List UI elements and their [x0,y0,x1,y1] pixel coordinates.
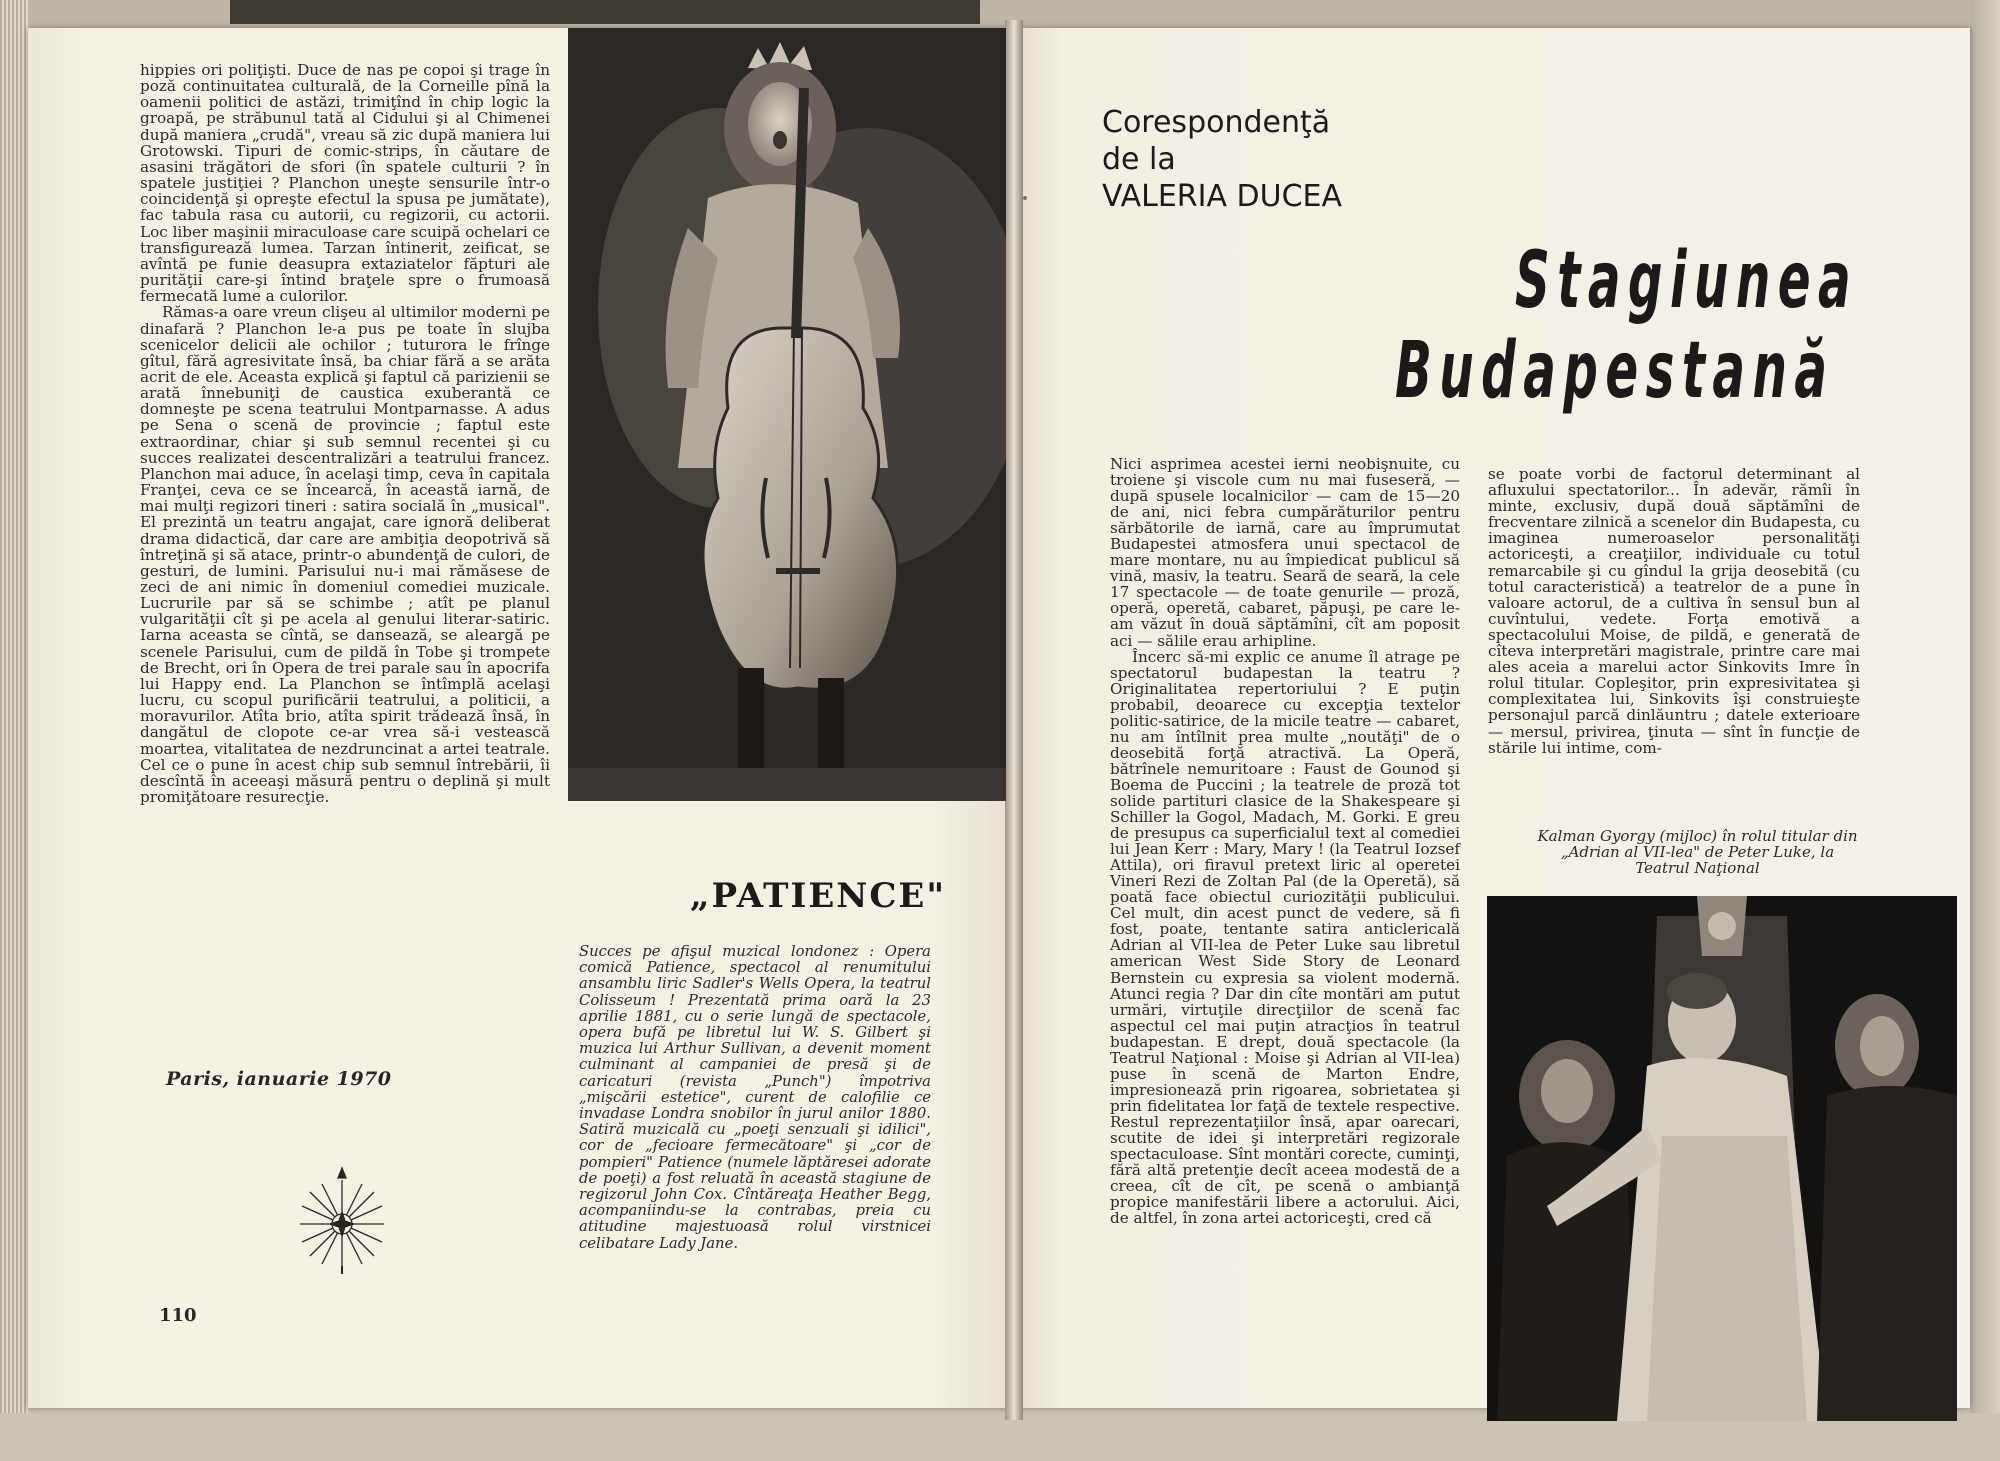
adrian-photo [1487,896,1957,1421]
top-dark-strip [230,0,980,24]
compass-ornament-icon [296,1166,388,1276]
right-paragraph-1: Nici asprimea acestei ierni neobişnuite, cu troiene şi viscole cum nu mai fuseseră, — după spusele localnicilor — cam de 15—20 de ani, nici febra cumpărăturilor pentru sărbătorile de iarnă, care au împrumutat Budapestei atmosfera unui spectacol de mare montare, nu au împiedicat publicul să vină, masiv, la teatru. Seară de seară, la cele 17 spectacole — de toate genurile — proză, operă, operetă, cabaret, păpuşi, pe care le-am văzut în două săptămîni, cît am poposit aci — sălile erau arhipline. [1110,455,1460,650]
right-paragraph-3: se poate vorbi de factorul determinant al afluxului spectatorilor... În adevăr, rămîi în minte, exclusiv, după două săptămîni de frecventare zilnică a scenelor din Budapesta, cu imaginea numeroaselor personalităţi actoriceşti, a creaţiilor, individuale cu totul remarcabile şi cu gîndul la grija deosebită (cu totul caracteristică) a teatrelor de a pune în valoare actorul, de a cultiva în sensul bun al cuvîntului, vedete. Forţa emotivă a spectacolului Moise, de pildă, e generată de cîteva interpretări magistrale, printre care mai ales aceia a marelui actor Sinkovits Imre în rolul titular. Copleşitor, prin expresivitatea şi complexitatea lui, Sinkovits îşi construieşte personajul parcă dinlăuntru ; datele exterioare — mersul, privirea, ţinuta — sînt în funcţie de stările lui intime, com- [1488,465,1860,757]
adrian-photo-illustration [1487,896,1957,1421]
patience-heading: „PATIENCE" [690,876,947,916]
left-paragraph-1: hippies ori poliţişti. Duce de nas pe copoi şi trage în poză continuitatea culturală, de la Corneille pînă la oamenii politici de astăzi, trimiţînd în chip logic la groapă, pe străbunul tată al Cidului şi al Chimenei după maniera „crudă", vreau să zic după maniera lui Grotowski. Tipuri de comic-strips, în căutare de asasini trăgători de sfori (în spatele culturii ? în spatele justiţiei ? Planchon uneşte sensurile într-o coincidenţă şi opreşte efectul la spusa pe jumătate), fac tabula rasa cu autorii, cu regizorii, cu actorii. Loc liber maşinii miraculoase care scuipă ochelari ce transfigurează lumea. Tarzan întinerit, zeificat, se avîntă pe funie deasupra extaziatelor făpturi ale purităţii care-şi întind braţele spre o frumoasă fermecată lume a culorilor. [140,61,550,306]
book-right-edge [1970,0,2000,1461]
right-article-column-2 [1488,466,1860,756]
article-title-line-1: Stagiunea [1515,236,1859,326]
right-article-column-1 [1110,456,1460,1226]
correspondence-line-1: Corespondenţă [1102,105,1331,140]
article-title-line-2: Budapestană [1395,326,1835,416]
right-paragraph-2: Încerc să-mi explic ce anume îl atrage pe spectatorul budapestan la teatru ? Originalitatea repertoriului ? E puţin probabil, deoarece cu excepţia textelor politic-satirice, de la micile teatre — cabaret, nu am întîlnit prea multe „noutăţi" de o deosebită forţă atractivă. La Operă, bătrînele nemuritoare : Faust de Gounod şi Boema de Puccini ; la teatrele de proză tot solide partituri clasice de la Shakespeare şi Schiller la Gogol, Madach, M. Gorki. E greu de presupus ca superficialul text al comediei lui Jean Kerr : Mary, Mary ! (la Teatrul Iozsef Attila), ori firavul pretext liric al operetei Vineri Rezi de Zoltan Pal (de la Operetă), să poată face obiectul curiozităţii publicului. Cel mult, din acest punct de vedere, să fi fost, poate, tentante satira anticlericală Adrian al VII-lea de Peter Luke sau libretul american West Side Story de Leonard Bernstein cu expresia sa violent modernă. Atunci regia ? Dar din cîte montări am putut urmări, virtuţile direcţiilor de scenă fac aspectul cel mai puţin atracţios în teatrul budapestan. E drept, două spectacole (la Teatrul Naţional : Moise şi Adrian al VII-lea) puse în scenă de Marton Endre, impresionează prin rigoarea, sobrietatea şi prin fidelitatea lor faţă de textele respective. Restul reprezentaţiilor însă, apar oarecari, scutite de idei şi interpretări regizorale spectaculoase. Sînt montări corecte, cuminţi, fără altă pretenţie decît aceea modestă de a creea, cît de cît, pe scenă o ambianţă propice manifestării libere a actorului. Aici, de altfel, în zona artei actoriceşti, cred că [1110,647,1460,1228]
left-paragraph-2: Rămas-a oare vreun clişeu al ultimilor moderni pe dinafară ? Planchon le-a pus pe toate în slujba scenicelor delicii ale ochilor ; tuturora le frînge gîtul, fără agresivitate însă, ba chiar fără a se arăta acrit de ele. Aceasta explică şi faptul că parizienii se arată înnebuniţi de caustica exuberantă ce domneşte pe scena teatrului Montparnasse. A adus pe Sena o scenă de provincie ; faptul este extraordinar, chiar şi sub semnul recentei şi cu succes realizatei descentralizări a teatrului francez. Planchon mai aduce, în acelaşi timp, ceva în capitala Franţei, ceva ce se încearcă, în această iarnă, de mai mulţi regizori tineri : satira socială în „musical". El prezintă un teatru angajat, care ignoră deliberat drama didactică, dar care are ambiţia deopotrivă să întreţină şi să atace, printr-o abundenţă de culori, de gesturi, de lumini. Parisului nu-i mai rămăsese de zeci de ani nimic în domeniul comediei muzicale. Lucrurile par să se schimbe ; atît pe planul vulgarităţii cît şi pe acela al genului literar-satiric. Iarna aceasta se cîntă, se dansează, se aleargă pe scenele Parisului, cum de pildă în Tobe şi trompete de Brecht, ori în Opera de trei parale sau în apocrifa lui Happy end. La Planchon se întîmplă acelaşi lucru, cu scopul purificării teatrului, a politicii, a moravurilor. Atîta brio, atîta spirit trădează însă, în dangătul de clopote ce-ar vrea să-i vestească moartea, vitalitatea de nezdruncinat a artei teatrale. Cel ce o pune în acest chip sub semnul întrebării, îi descîntă în aceeaşi măsură pentru o deplină şi mult promiţătoare resurecţie. [140,303,550,807]
author-name: VALERIA DUCEA [1102,179,1343,214]
page-dot [1023,196,1027,200]
patience-photo-illustration [568,28,1006,801]
page-number: 110 [159,1305,197,1326]
book-left-edge [0,0,28,1461]
article-signoff: Paris, ianuarie 1970 [166,1068,392,1090]
correspondence-header [1102,104,1342,215]
patience-photo [568,28,1006,801]
correspondence-line-2: de la [1102,142,1176,177]
adrian-photo-caption: Kalman Gyorgy (mijloc) în rolul titular din „Adrian al VII-lea" de Peter Luke, la Teatrul Naţional [1537,827,1858,878]
book-gutter [1005,20,1023,1420]
left-article-column [140,62,550,805]
patience-caption: Succes pe afişul muzical londonez : Opera comică Patience, spectacol al renumitului ansamblu liric Sadler's Wells Opera, la teatrul Colisseum ! Prezentată prima oară la 23 aprilie 1881, cu o serie lungă de spectacole, opera bufă pe libretul lui W. S. Gilbert şi muzica lui Arthur Sullivan, a devenit moment culminant al campaniei de presă şi de caricaturi (revista „Punch") împotriva „mişcării estetice", curent de calofilie ce invadase Londra snobilor în jurul anilor 1880. Satiră muzicală cu „poeţi senzuali şi idilici", cor de „fecioare fermecătoare" şi „cor de pompieri" Patience (numele lăptăresei adorate de poeţi) a fost reluată în această stagiune de regizorul John Cox. Cîntăreaţa Heather Begg, acompaniindu-se la contrabas, preia cu atitudine majestuoasă rolul virstnicei celibatare Lady Jane. [579,943,931,1252]
